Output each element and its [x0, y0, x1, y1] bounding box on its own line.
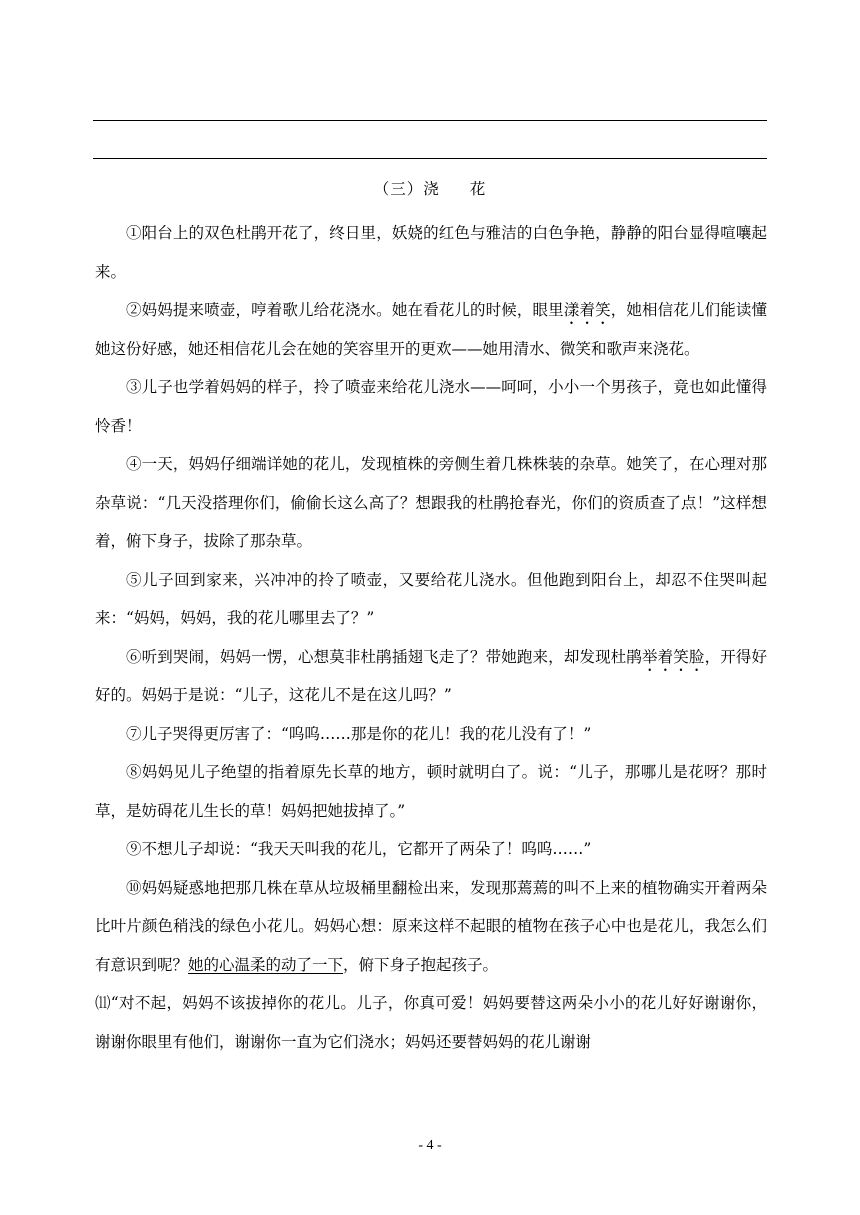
section-title-part1: （三）浇: [373, 180, 440, 198]
paragraph-9: ⑨不想儿子却说：“我天天叫我的花儿，它都开了两朵了！呜呜……”: [126, 840, 592, 858]
paragraph-11: ⑾“对不起，妈妈不该拔掉你的花儿。儿子，你真可爱！妈妈要替这两朵小小的花儿好好谢谢你，谢谢你眼里有他们，谢谢你一直为它们浇水；妈妈还要替妈妈的花儿谢谢: [95, 994, 767, 1051]
paragraph-1: ①阳台上的双色杜鹃开花了，终日里，妖娆的红色与雅洁的白色争艳，静静的阳台显得喧嚷起来。: [95, 224, 767, 281]
paragraph-5: ⑤儿子回到家来，兴冲冲的拎了喷壶，又要给花儿浇水。但他跑到阳台上，却忍不住哭叫起来：“妈妈，妈妈，我的花儿哪里去了？”: [95, 570, 767, 627]
emphasized-phrase: 漾着笑: [563, 301, 611, 319]
emphasized-phrase: 举着笑脸: [642, 647, 705, 666]
page-number: - 4 -: [418, 1138, 442, 1153]
paragraph-10: [95, 869, 767, 985]
underlined-sentence: 她的心温柔的动了一下: [188, 955, 344, 974]
paragraph-6-text-a: ⑥听到哭闹，妈妈一愣，心想莫非杜鹃插翅飞走了？带她跑来，却发现杜鹃: [126, 647, 643, 666]
paragraph-2: [95, 291, 767, 368]
paragraph-7: ⑦儿子哭得更厉害了：“呜呜……那是你的花儿！我的花儿没有了！”: [126, 724, 592, 743]
paragraph-10-text-b: ，俯下身子抱起孩子。: [343, 955, 499, 974]
paragraph-2-text-b: ，她相信花儿们能读懂她这份好感，她还相信花儿会在她的笑容里开的更欢——她用清水、微笑和歌声来浇花。: [95, 301, 767, 358]
paragraph-2-text-a: ②妈妈提来喷壶，哼着歌儿给花浇水。她在看花儿的时候，眼里: [126, 301, 564, 319]
answer-line-2: [93, 158, 767, 159]
paragraph-3: ③儿子也学着妈妈的样子，拎了喷壶来给花儿浇水——呵呵，小小一个男孩子，竟也如此懂得怜香！: [95, 378, 767, 435]
paragraph-8: ⑧妈妈见儿子绝望的指着原先长草的地方，顿时就明白了。说：“儿子，那哪儿是花呀？那时草，是妨碍花儿生长的草！妈妈把她拔掉了。”: [95, 763, 767, 820]
answer-line-1: [93, 120, 767, 121]
passage-body: [95, 214, 767, 1061]
paragraph-10-text-a: ⑩妈妈疑惑地把那几株在草从垃圾桶里翻检出来，发现那蔫蔫的叫不上来的植物确实开着两朵比叶片颜色稍浅的绿色小花儿。妈妈心想：原来这样不起眼的植物在孩子心中也是花儿，我怎么们有意识到呢？: [95, 878, 767, 974]
paragraph-4: ④一天，妈妈仔细端详她的花儿，发现植株的旁侧生着几株株装的杂草。她笑了，在心理对那杂草说：“几天没搭理你们，偷偷长这么高了？想跟我的杜鹃抢春光，你们的资质查了点！”这样想着，俯下身子，拔除了那杂草。: [95, 455, 767, 550]
section-title-part2: 花: [469, 180, 487, 198]
section-title: [0, 177, 860, 199]
paragraph-6-text-b: ，开得好好的。妈妈于是说：“儿子，这花儿不是在这儿吗？”: [95, 647, 767, 704]
paragraph-6: [95, 638, 767, 715]
